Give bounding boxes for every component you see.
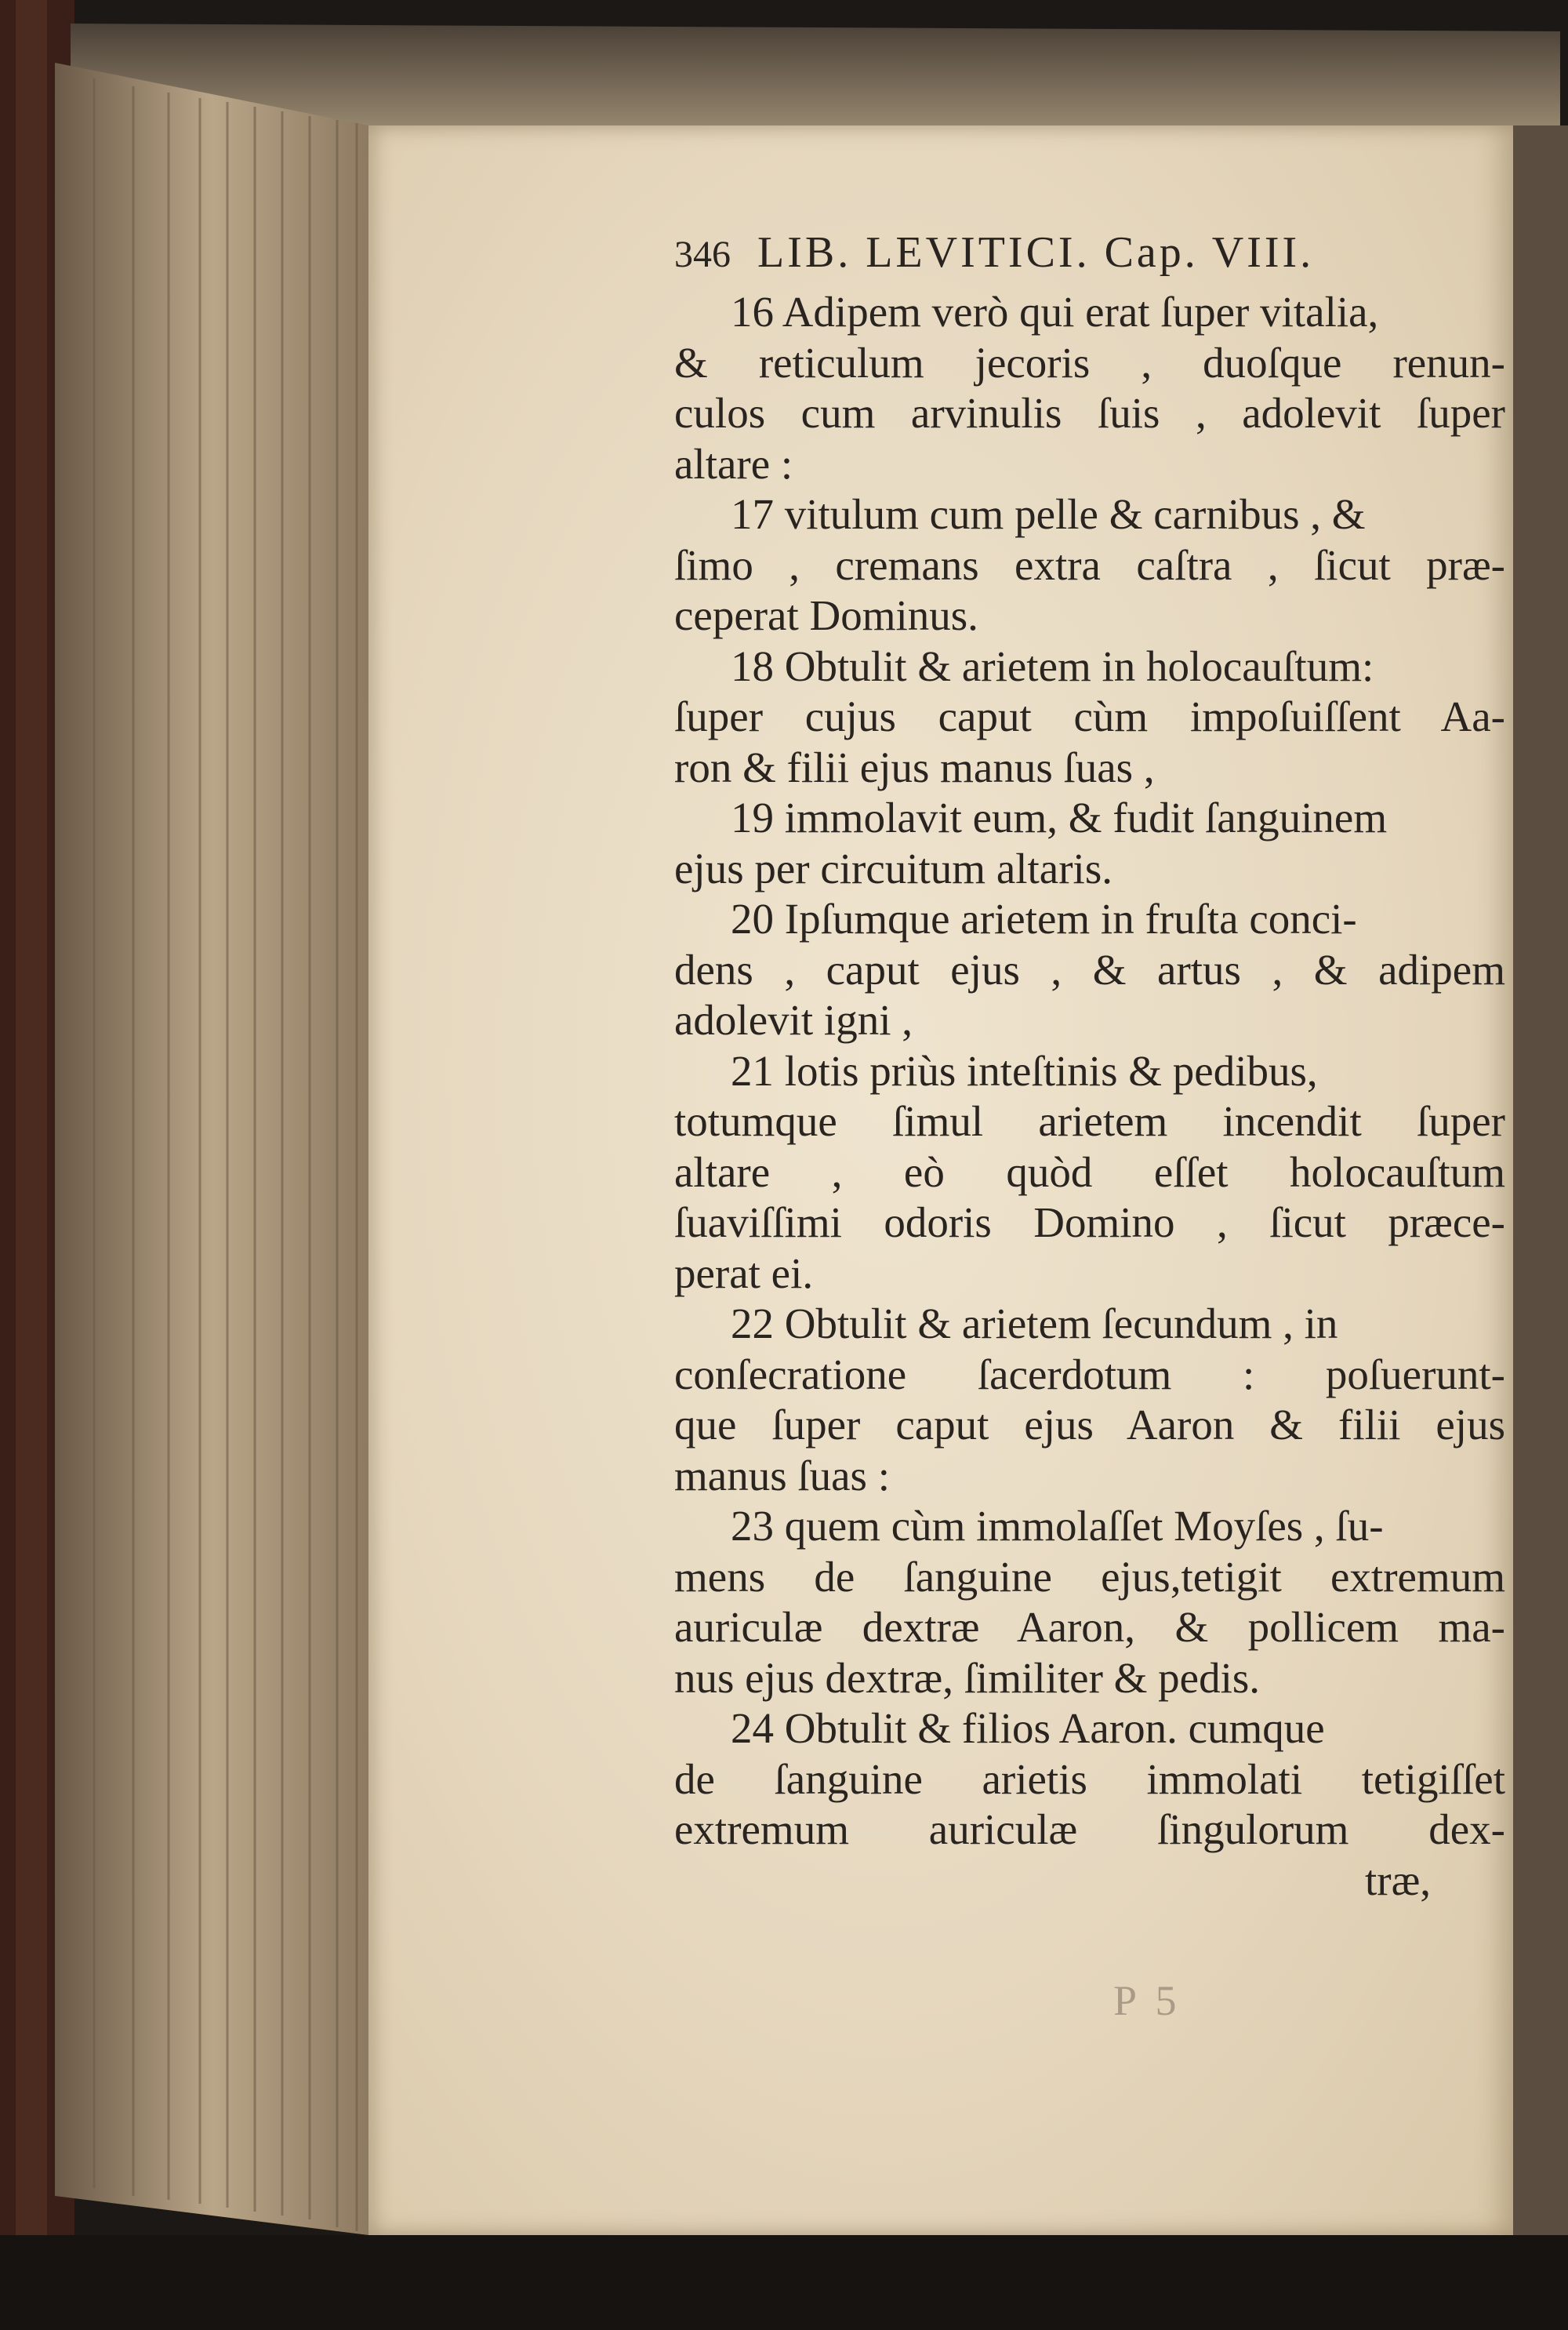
text-line: ſuper cujus caput cùm impoſuiſſent Aa-: [674, 692, 1505, 740]
running-header: [674, 227, 1505, 282]
text-line: 16 Adipem verò qui erat ſuper vitalia,: [731, 288, 1379, 336]
text-line: ejus per circuitum altaris.: [674, 844, 1112, 892]
running-title: LIB. LEVITICI. Cap. VIII.: [757, 228, 1315, 277]
text-line: altare , eò quòd eſſet holocauſtum: [674, 1147, 1505, 1196]
text-line: ceperat Dominus.: [674, 591, 978, 639]
text-line: conſecratione ſacerdotum : poſuerunt-: [674, 1350, 1505, 1398]
text-line: 21 lotis priùs inteſtinis & pedibus,: [731, 1046, 1318, 1095]
text-line: manus ſuas :: [674, 1451, 890, 1499]
text-line: nus ejus dextræ, ſimiliter & pedis.: [674, 1653, 1261, 1702]
text-line: 20 Ipſumque arietem in fruſta conci-: [731, 895, 1357, 943]
text-line: totumque ſimul arietem incendit ſuper: [674, 1097, 1505, 1145]
text-line: ron & filii ejus manus ſuas ,: [674, 743, 1155, 791]
page-number: 346: [674, 234, 731, 275]
text-line: extremum auriculæ ſingulorum dex-: [674, 1805, 1505, 1853]
text-line: 24 Obtulit & filios Aaron. cumque: [731, 1704, 1325, 1752]
signature-mark: P 5: [1113, 1977, 1181, 2024]
text-line: altare :: [674, 439, 793, 488]
text-line: 18 Obtulit & arietem in holocauſtum:: [731, 642, 1374, 690]
text-line: mens de ſanguine ejus,tetigit extremum: [674, 1552, 1505, 1601]
text-line: perat ei.: [674, 1249, 814, 1297]
text-line: 23 quem cùm immolaſſet Moyſes , ſu-: [731, 1502, 1384, 1550]
text-line: auriculæ dextræ Aaron, & pollicem ma-: [674, 1603, 1505, 1651]
text-line: de ſanguine arietis immolati tetigiſſet: [674, 1754, 1505, 1803]
page-text: [674, 227, 1505, 1906]
text-line: 22 Obtulit & arietem ſecundum , in: [731, 1299, 1338, 1347]
text-line: que ſuper caput ejus Aaron & filii ejus: [674, 1401, 1505, 1449]
text-line: culos cum arvinulis ſuis , adolevit ſuper: [674, 389, 1505, 437]
text-line: 17 vitulum cum pelle & carnibus , &: [731, 490, 1366, 538]
text-line: dens , caput ejus , & artus , & adipem: [674, 945, 1505, 994]
text-line: 19 immolavit eum, & fudit ſanguinem: [731, 794, 1388, 841]
text-line: ſimo , cremans extra caſtra , ſicut præ-: [674, 540, 1505, 589]
catchword: træ,: [1364, 1856, 1431, 1904]
text-line: & reticulum jecoris , duoſque renun-: [674, 338, 1505, 387]
page-block-fore-edge: [55, 63, 368, 2235]
text-line: ſuaviſſimi odoris Domino , ſicut præce-: [674, 1198, 1505, 1246]
text-line: adolevit igni ,: [674, 996, 913, 1044]
